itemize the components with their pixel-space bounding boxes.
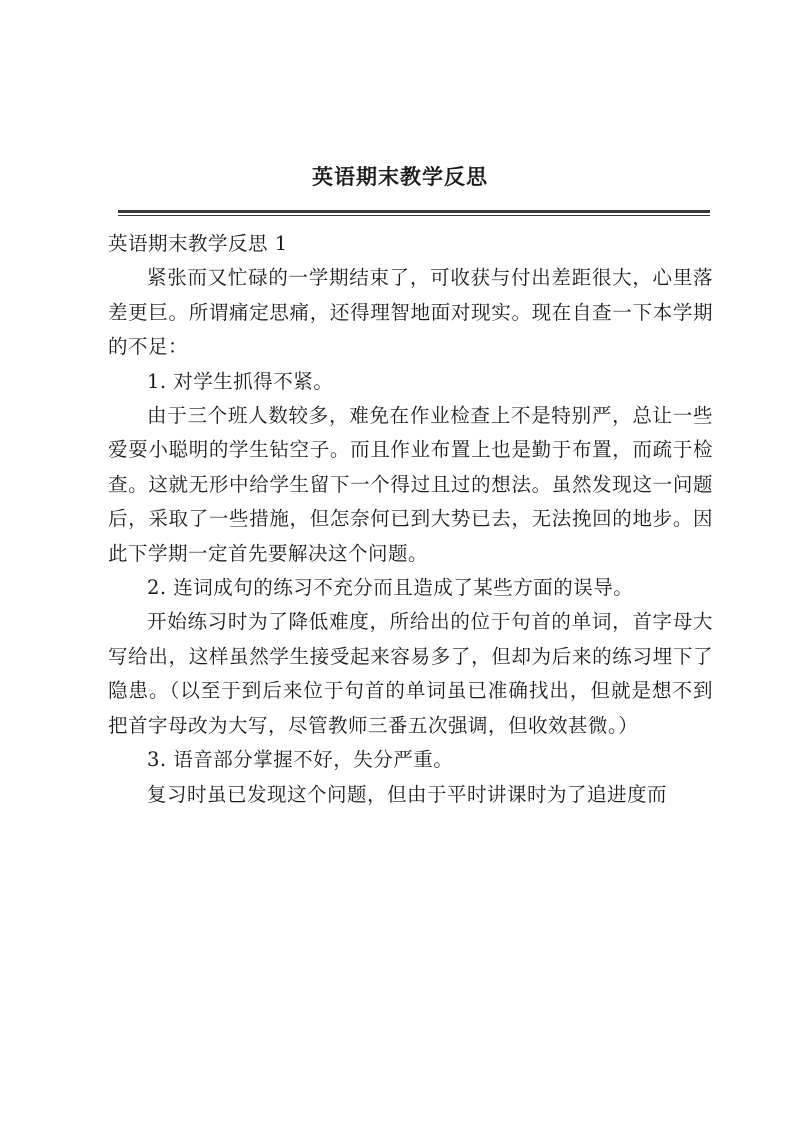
document-title: 英语期末教学反思 bbox=[312, 164, 488, 189]
point-heading-2: 2. 连词成句的练习不充分而且造成了某些方面的误导。 bbox=[147, 576, 634, 600]
title-divider-thin bbox=[118, 215, 710, 216]
section-heading: 英语期末教学反思 1 bbox=[108, 232, 288, 255]
paragraph-intro: 紧张而又忙碌的一学期结束了，可收获与付出差距很大，心里落差更巨。所谓痛定思痛，还得理智地面对现实。现在自查一下本学期的不足： bbox=[108, 266, 713, 359]
point-heading-1: 1. 对学生抓得不紧。 bbox=[147, 369, 334, 393]
paragraph-point-2: 开始练习时为了降低难度，所给出的位于句首的单词，首字母大写给出，这样虽然学生接受起来容易多了，但却为后来的练习埋下了隐患。（以至于到后来位于句首的单词虽已准确找出，但就是想不到把首字母改为大写，尽管教师三番五次强调，但收效甚微。） bbox=[108, 610, 713, 737]
paragraph-point-1: 由于三个班人数较多，难免在作业检查上不是特别严，总让一些爱耍小聪明的学生钻空子。而且作业布置上也是勤于布置，而疏于检查。这就无形中给学生留下一个得过且过的想法。虽然发现这一问题后，采取了一些措施，但怎奈何已到大势已去，无法挽回的地步。因此下学期一定首先要解决这个问题。 bbox=[108, 404, 713, 565]
title-divider-thick bbox=[118, 210, 710, 213]
point-heading-3: 3. 语音部分掌握不好，失分严重。 bbox=[147, 748, 454, 772]
document-body bbox=[108, 227, 713, 812]
paragraph-point-3: 复习时虽已发现这个问题，但由于平时讲课时为了追进度而 bbox=[147, 782, 668, 806]
